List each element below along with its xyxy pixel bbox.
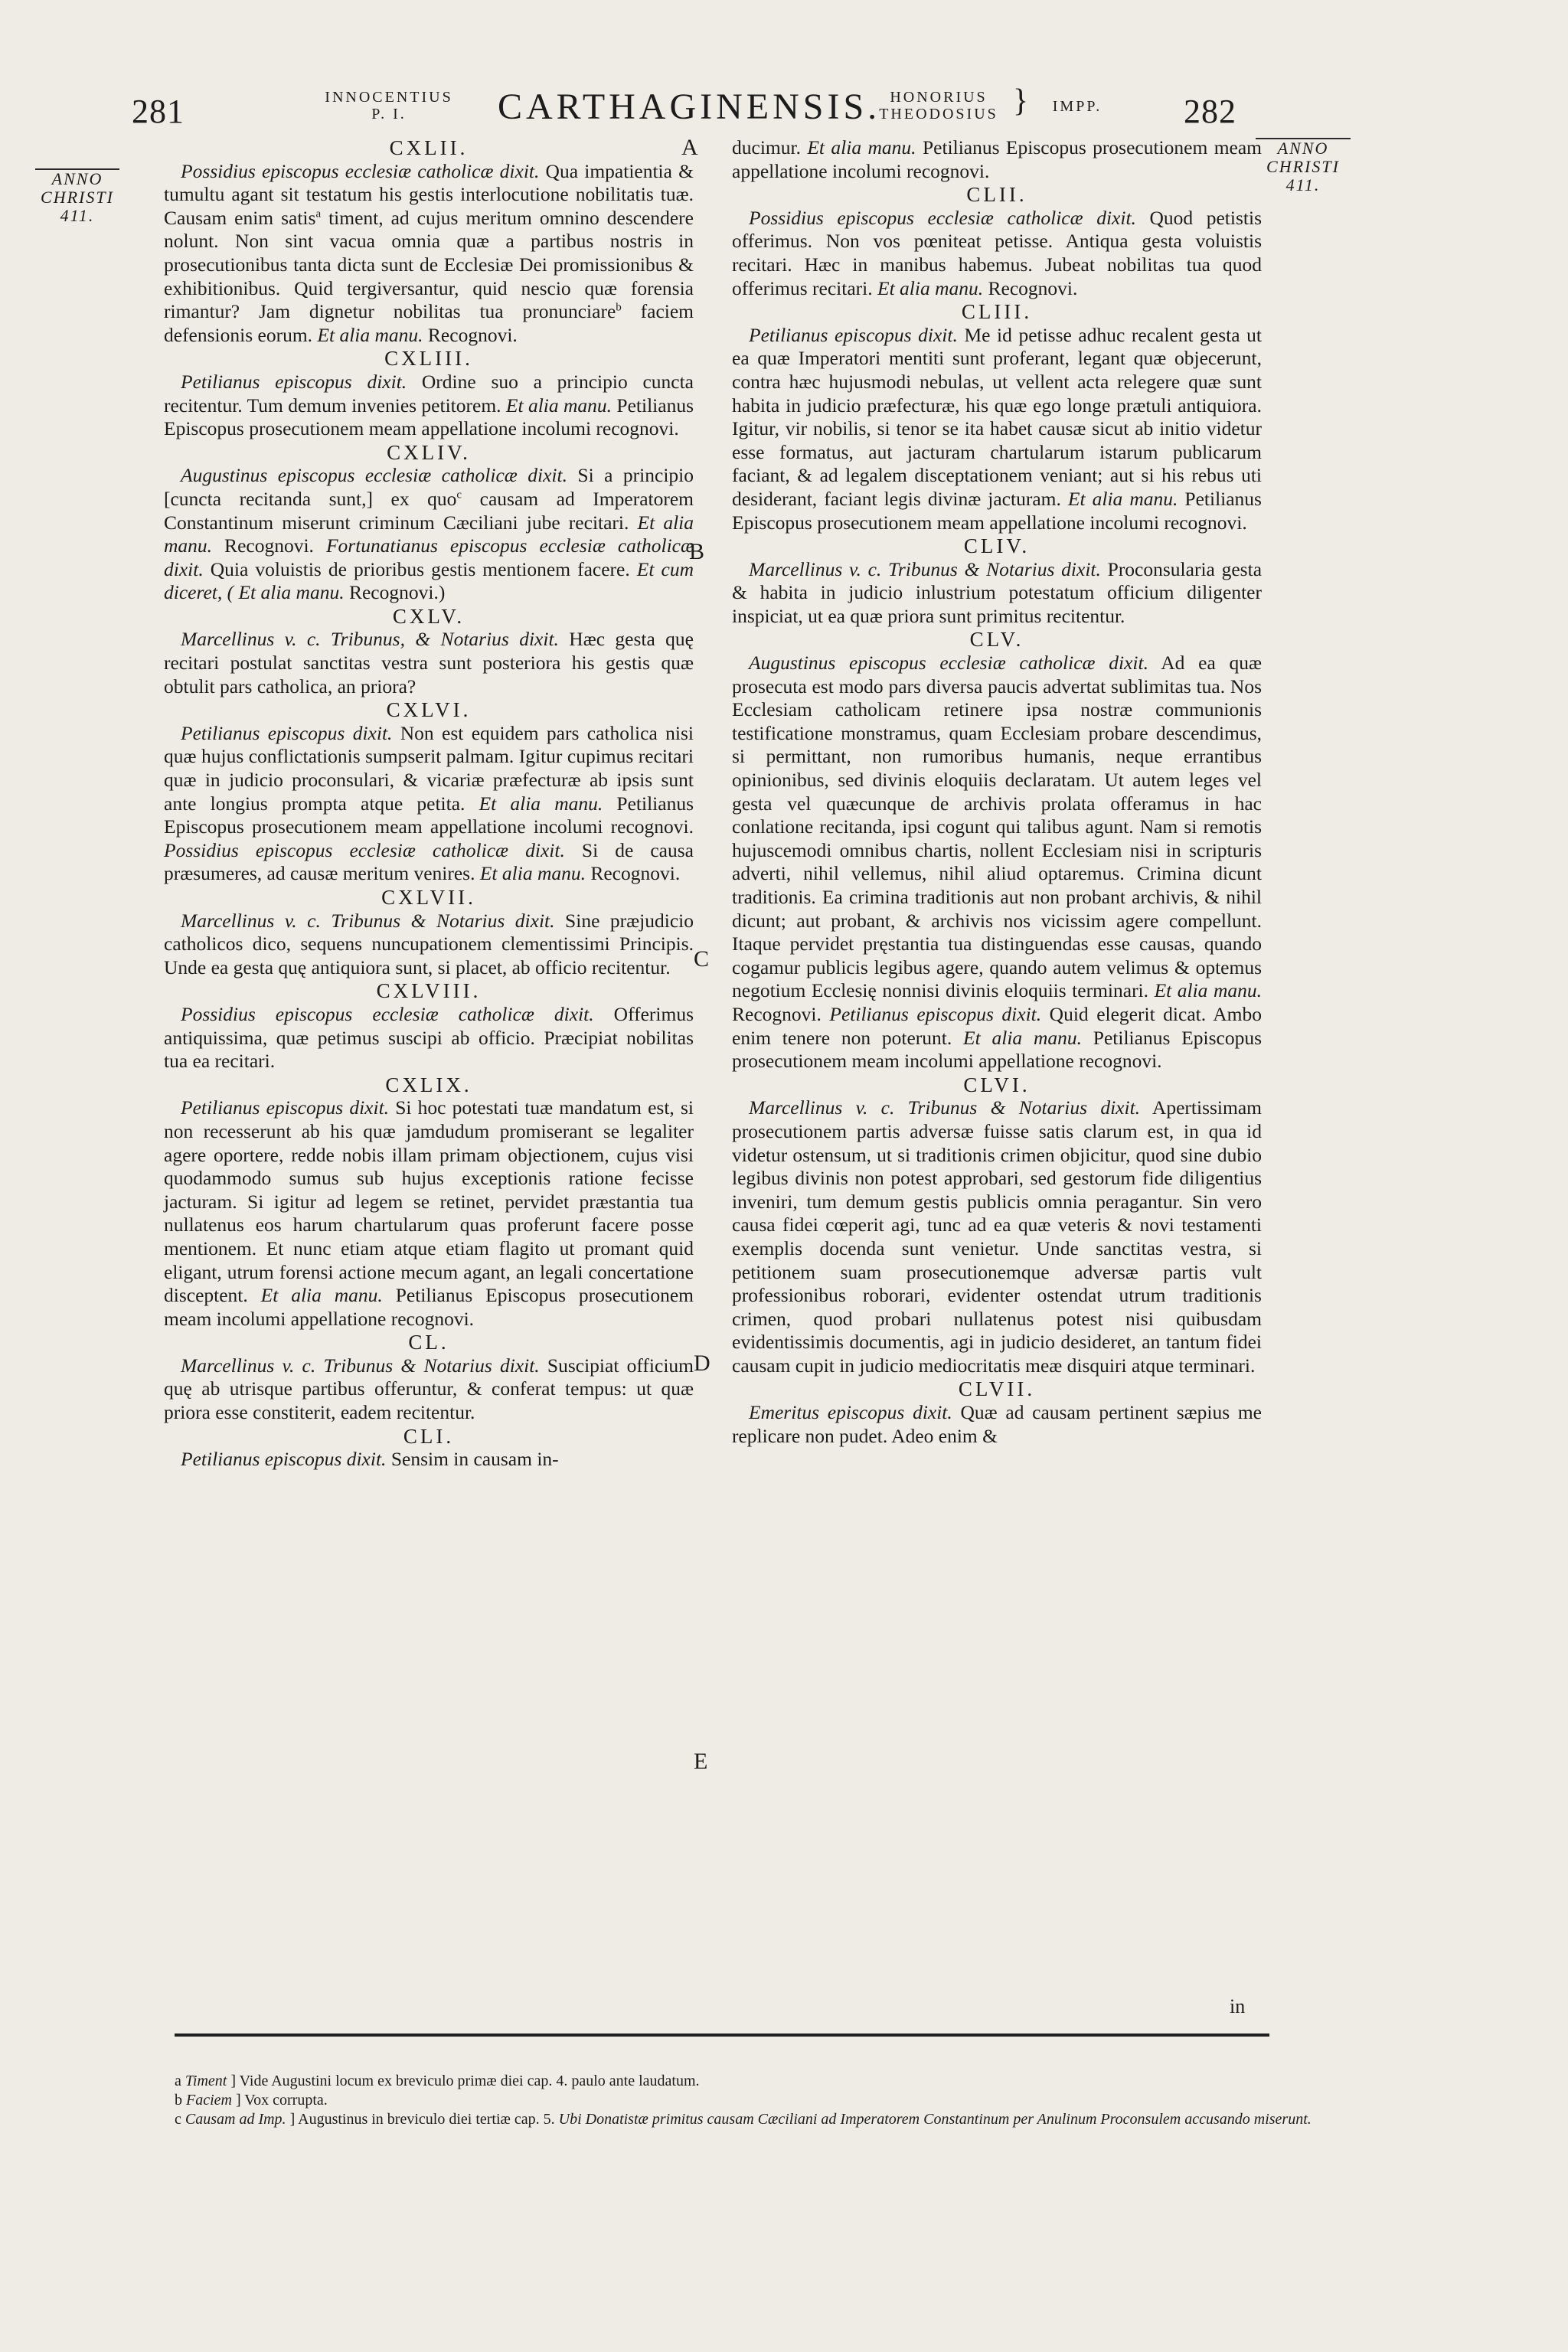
footnote xyxy=(175,2072,1323,2091)
speech-paragraph xyxy=(164,160,694,348)
speech-paragraph xyxy=(164,628,694,698)
header-brace: } xyxy=(1013,83,1029,119)
speaker-attribution: Marcellinus v. c. Tribunus & Notarius dixit. xyxy=(181,1354,540,1377)
speech-text: timent, ad cujus meritum omnino descendere nolunt. Non sint vacua omnia quæ a partibus nostris in prosecutionibus tanta dicta sunt de Ecclesiæ Dei promissionibus & exhibitionibus. Quid tergiversantur, quid nescio quæ forensia rimantur? Jam dignetur nobilitas tua pronunciare xyxy=(164,206,694,323)
speech-paragraph xyxy=(164,1354,694,1425)
recognovi-text: Petilianus Episcopus prosecutionem meam incolumi appellatione recognovi. xyxy=(732,1026,1262,1073)
footnote-text: ] Vide Augustini locum ex breviculo primæ diei cap. 4. paulo ante laudatum. xyxy=(227,2073,700,2089)
signature-formula: Et alia manu. xyxy=(260,1284,383,1307)
speech-paragraph xyxy=(164,910,694,980)
right-page-number: 282 xyxy=(1184,93,1236,130)
section-number: CLVI. xyxy=(963,1073,1031,1096)
speaker-attribution: Emeritus episcopus dixit. xyxy=(749,1401,952,1424)
footnote-marker: b xyxy=(616,301,622,314)
section-number: CXLVII. xyxy=(381,886,476,909)
right-column xyxy=(732,136,1262,1448)
section-number: CLI. xyxy=(403,1424,455,1448)
footnote-key: Timent xyxy=(185,2073,227,2089)
signature-formula: Et cum diceret, ( Et alia manu. xyxy=(164,557,694,604)
signature-formula: Et alia manu. xyxy=(1154,979,1262,1002)
signature-formula: Et alia manu. xyxy=(317,323,423,346)
footnotes xyxy=(175,2072,1323,2129)
section-number: CXLII. xyxy=(389,136,469,159)
speech-text: Proconsularia gesta & habita in judicio inlustrium potestatum officium diligenter inspiciat, ut ea quæ priora sunt primitus recitentur. xyxy=(732,557,1263,627)
speech-text: Sine præjudicio catholicos dico, sequens nuncupationem clementissimi Principis. Unde ea gesta quę antiquiora sunt, si placet, ab officio recitentur. xyxy=(164,909,694,978)
footnote-rule xyxy=(175,2034,1269,2037)
speaker-attribution: Marcellinus v. c. Tribunus & Notarius dixit. xyxy=(749,557,1101,580)
footnote-key: Faciem xyxy=(186,2092,232,2109)
speech-text: Quæ ad causam pertinent sæpius me replicare non pudet. Adeo enim & xyxy=(732,1401,1262,1447)
speech-text: Si hoc potestati tuæ mandatum est, si non recesserunt ab his quæ jamdudum promiserant se legaliter agere oportere, redde nobis illam primam objectionem, cujus visi quodammodo sumus sub hujus exceptionis ratione fecisse jacturam. Si igitur ad legem se retinet, pervidet præstantia tua nullatenus eos harum chartularum quas proferunt facere posse mentionem. Et nunc etiam atque etiam flagito ut promant quid eligant, utrum forensi actione mecum agant, an legali concertatione disceptent. xyxy=(164,1096,694,1307)
speech-text: Apertissimam prosecutionem partis adversæ fuisse satis clarum est, in qua id videtur ostensum, ut si traditionis crimen objicitur, quod sine dubio legibus divinis non potest approbari, sed gestorum fide diligentius inveniri, tum demum gestis publicis omnia peragantur. Sin vero causa fidei cœperit agi, tunc ad ea quæ veteris & novi testamenti exemplis docenda sunt venietur. Unde sanctitas vestra, si petitionem suam prosecutionemque adversæ partis vult professionibus roborari, evidenter ostendat utrum traditionis crimen, quod probari nullatenus potest nisi quibusdam evidentissimis documentis, agi in judicio desideret, an tantum fidei causam cupit in judicio mediocritatis meæ disquiri atque terminari. xyxy=(732,1096,1262,1377)
signature-formula: Et alia manu. xyxy=(479,862,586,885)
recognovi-text: Recognovi. xyxy=(585,862,681,885)
speech-text: Ad ea quæ prosecuta est modo pars diversa paucis advertat sublimitas tua. Nos Ecclesiam catholicam retinere ipsa nostræ communionis testificatione monstramus, quam Ecclesiam probare descendimus, si permittant, non rumoribus humanis, neque errantibus opinionibus, sed divinis eloquiis declaratam. Ut autem leges vel gesta vel quæcunque de archivis prolata offeramus in hac conlatione recitanda, ipsi cogunt qui talibus agunt. Nam si remotis hujuscemodi omnibus chartis, nollent Ecclesiam nisi in scripturis adverti, nihil vellemus, nihil aliud optaremus. Crimina dicunt traditionis. Ea crimina traditionis aut non probant archivis, & nihil dicunt; aut probant, & archivis nos vicissim agere compellunt. Itaque pervidet pręstantia tua distinguendas esse causas, quando cogamur publicis legibus agere, quando autem velimus & optemus negotium Ecclesię nonnisi divinis eloquiis terminari. xyxy=(732,652,1262,1002)
recognovi-text: Petilianus Episcopus prosecutionem meam appellatione incolumi recognovi. xyxy=(164,394,694,440)
speaker-attribution: Petilianus episcopus dixit. xyxy=(749,323,958,346)
speaker-attribution: Petilianus episcopus dixit. xyxy=(181,1096,390,1119)
speech-text: Recognovi. xyxy=(732,1002,830,1025)
footnote xyxy=(175,2091,1323,2110)
signature-formula: Et alia manu. xyxy=(479,792,603,815)
signature-formula: Et alia manu. xyxy=(505,394,612,416)
footnote-marker: c xyxy=(456,488,462,501)
section-number: CLII. xyxy=(966,183,1027,207)
footnote-marker: a xyxy=(315,207,322,220)
speech-paragraph xyxy=(732,207,1262,300)
recognovi-text: Petilianus Episcopus prosecutionem meam appellatione incolumi recognovi. xyxy=(732,487,1262,534)
speaker-attribution: Marcellinus v. c. Tribunus & Notarius dixit. xyxy=(181,909,555,932)
speech-paragraph xyxy=(164,464,694,605)
section-number: CLV. xyxy=(969,628,1024,652)
recognovi-text: Petilianus Episcopus prosecutionem meam appellatione incolumi recognovi. xyxy=(732,136,1262,182)
speech-text: Suscipiat officium quę ab utrisque partibus offeruntur, & conferat tempus: ut quæ priora esse constiterit, eadem recitentur. xyxy=(164,1354,694,1424)
speech-text: Non est equidem pars catholica nisi quæ hujus conflictationis sumpserit palmam. Igitur cupimus recitari quæ in judicio proconsulari, & vicariæ præfecturæ ab ipsis sunt ante longius prompta atque petita. xyxy=(164,721,694,815)
speaker-attribution: Possidius episcopus ecclesiæ catholicæ dixit. xyxy=(749,206,1136,229)
speech-text: Recognovi. xyxy=(212,534,326,557)
speaker-attribution: Petilianus episcopus dixit. xyxy=(829,1002,1042,1025)
speech-text: causam ad Imperatorem Constantinum miserunt criminum Cæciliani jube recitari. xyxy=(164,487,694,534)
speaker-attribution: Possidius episcopus ecclesiæ catholicæ dixit. xyxy=(181,1002,594,1025)
speaker-attribution: Fortunatianus episcopus ecclesiæ catholicæ dixit. xyxy=(164,534,694,580)
speech-paragraph xyxy=(732,558,1262,629)
speech-text: Quid elegerit dicat. Ambo enim tenere non poterunt. xyxy=(732,1002,1262,1049)
recognovi-text: Recognovi. xyxy=(983,276,1078,299)
footnote-text: ] Augustinus in breviculo diei tertiæ cap. 5. xyxy=(286,2111,559,2128)
right-header-impp: IMPP. xyxy=(1052,98,1102,115)
margin-letter-d: D xyxy=(694,1351,710,1376)
speech-paragraph xyxy=(164,1003,694,1073)
speech-text: Quia voluistis de prioribus gestis mentionem facere. xyxy=(203,557,637,580)
section-number: CXLIV. xyxy=(387,440,471,464)
speaker-attribution: Marcellinus v. c. Tribunus & Notarius dixit. xyxy=(749,1096,1141,1119)
speech-paragraph xyxy=(164,371,694,441)
signature-formula: Et alia manu. xyxy=(807,136,916,158)
speaker-attribution: Petilianus episcopus dixit. xyxy=(181,370,407,393)
section-number: CLIII. xyxy=(961,300,1033,324)
section-number: CXLIX. xyxy=(385,1073,472,1096)
speech-text: ducimur. xyxy=(732,136,808,158)
footnote-mark: c xyxy=(175,2111,185,2128)
section-number: CLVII. xyxy=(958,1377,1036,1401)
speech-text: Si de causa præsumeres, ad causæ meritum venires. xyxy=(164,838,694,885)
left-header-pope: INNOCENTIUS P. I. xyxy=(325,89,453,122)
signature-formula: Et alia manu. xyxy=(877,276,984,299)
speaker-attribution: Possidius episcopus ecclesiæ catholicæ dixit. xyxy=(181,159,540,182)
section-number: CXLVI. xyxy=(386,698,472,722)
signature-formula: Et alia manu. xyxy=(1067,487,1178,510)
speaker-attribution: Augustinus episcopus ecclesiæ catholicæ dixit. xyxy=(749,652,1148,675)
margin-letter-c: C xyxy=(694,946,710,972)
speaker-attribution: Petilianus episcopus dixit. xyxy=(181,721,393,744)
section-number: CLIV. xyxy=(963,534,1031,558)
speech-text: Petilianus Episcopus prosecutionem meam appellatione incolumi recognovi. xyxy=(164,792,694,838)
speaker-attribution: Petilianus episcopus dixit. xyxy=(181,1448,387,1471)
footnote-text: ] Vox corrupta. xyxy=(231,2092,328,2109)
speech-text: Me id petisse adhuc recalent gesta ut ea quæ Imperatori mentiti sunt proferant, legant quæ objecerunt, contra hæc hujusmodi nebulas, ut vellent acta relegere quæ sunt habita in judicio præfecturæ, his quæ ego longe prætuli antiquiora. Igitur, vir nobilis, si tenor se ita habet causæ sicut ab initio videtur esse formatus, aut jacturam chartularum istarum publicarum faciant, & ad legalem disceptationem veniant; aut si his rebus uti desiderant, faciant legis divinæ jacturam. xyxy=(732,323,1262,510)
section-number: CXLV. xyxy=(392,604,466,628)
speaker-attribution: Augustinus episcopus ecclesiæ catholicæ dixit. xyxy=(181,464,567,487)
recognovi-text: Recognovi.) xyxy=(344,581,446,604)
section-number: CL. xyxy=(408,1331,449,1354)
speech-text: Sensim in causam in- xyxy=(386,1448,559,1471)
margin-letter-b: B xyxy=(689,539,705,564)
margin-letter-e: E xyxy=(694,1749,708,1774)
speech-text: Qua impatientia & tumultu agant sit testatum his gestis interlocutione nobilitatis tuæ. Causam enim satis xyxy=(164,159,694,229)
running-title: CARTHAGINENSIS. xyxy=(498,87,881,127)
footnote-key: Causam ad Imp. xyxy=(185,2111,286,2128)
footnote-mark: b xyxy=(175,2092,186,2109)
speech-paragraph xyxy=(732,1096,1262,1377)
speech-text: Hæc gesta quę recitari postulat sanctitas vestra sunt posteriora his gestis quæ obtulit pars catholica, an priora? xyxy=(164,628,694,697)
speaker-attribution: Possidius episcopus ecclesiæ catholicæ dixit. xyxy=(164,838,565,861)
recognovi-text: Petilianus Episcopus prosecutionem meam incolumi appellatione recognovi. xyxy=(164,1284,694,1330)
left-column xyxy=(164,136,694,1472)
speech-text: Ordine suo a principio cuncta recitentur. Tum demum invenies petitorem. xyxy=(164,370,694,416)
margin-letter-a: A xyxy=(681,135,698,160)
recognovi-text: Recognovi. xyxy=(423,323,518,346)
speech-paragraph xyxy=(732,1401,1262,1448)
speech-paragraph xyxy=(732,136,1262,183)
signature-formula: Et alia manu. xyxy=(963,1026,1082,1049)
speech-paragraph xyxy=(164,1448,694,1472)
speech-paragraph xyxy=(164,1096,694,1331)
right-header-emperors: HONORIUS THEODOSIUS xyxy=(879,89,998,122)
catchword: in xyxy=(1230,1995,1246,2017)
left-page-number: 281 xyxy=(132,93,185,130)
signature-formula: Et alia manu. xyxy=(164,511,694,557)
speaker-attribution: Marcellinus v. c. Tribunus, & Notarius dixit. xyxy=(181,628,559,651)
anno-right: ANNO CHRISTI 411. xyxy=(1256,138,1351,194)
footnote xyxy=(175,2110,1323,2129)
speech-text: faciem defensionis eorum. xyxy=(164,300,694,346)
speech-paragraph xyxy=(732,324,1262,534)
speech-paragraph xyxy=(732,652,1262,1073)
section-number: CXLIII. xyxy=(384,347,473,371)
speech-text: Si a principio [cuncta recitanda sunt,] ex quo xyxy=(164,464,694,510)
speech-paragraph xyxy=(164,722,694,886)
anno-left: ANNO CHRISTI 411. xyxy=(35,168,119,225)
footnote-mark: a xyxy=(175,2073,185,2089)
footnote-italic: Ubi Donatistæ primitus causam Cæciliani ad Imperatorem Constantinum per Anulinum Proconsulem accusando miserunt. xyxy=(558,2111,1312,2128)
section-number: CXLVIII. xyxy=(376,979,482,1003)
speech-text: Offerimus antiquissima, quæ petimus suscipi ab officio. Præcipiat nobilitas tua ea recitari. xyxy=(164,1002,694,1073)
speech-text: Quod petistis offerimus. Non vos pœniteat petisse. Antiqua gesta voluistis recitari. Hæc in manibus habemus. Jubeat nobilitas tua quod offerimus recitari. xyxy=(732,206,1262,299)
